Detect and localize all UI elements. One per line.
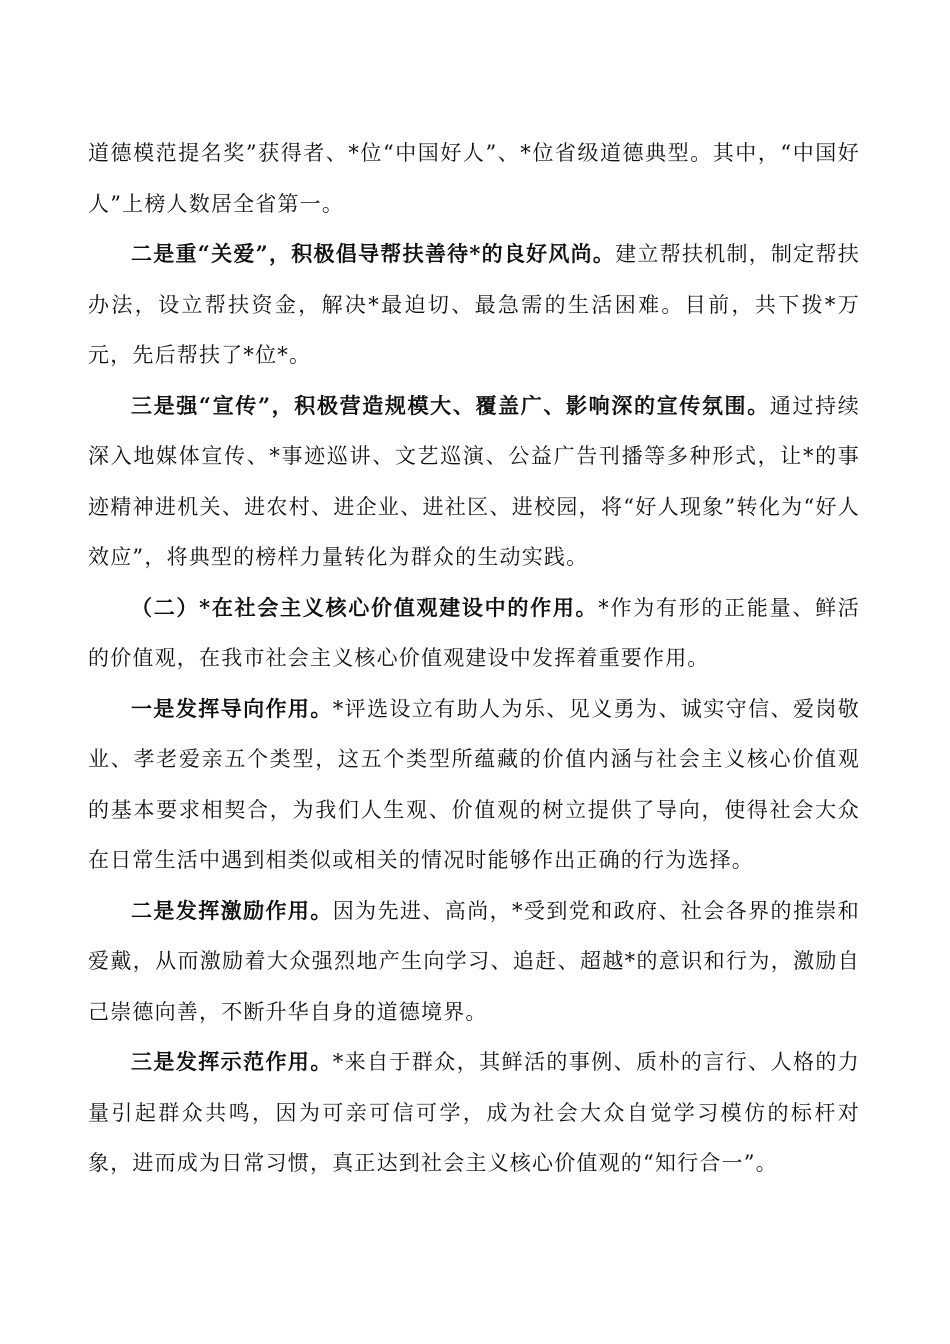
paragraph-lead: 三是强“宣传”，积极营造规模大、覆盖广、影响深的宣传氛围。 <box>131 392 770 418</box>
paragraph-lead: 一是发挥导向作用。 <box>131 695 333 721</box>
paragraph-lead: 二是重“关爱”，积极倡导帮扶善待*的良好风尚。 <box>131 241 616 266</box>
paragraph-publicity <box>88 381 860 583</box>
section-heading: （二）*在社会主义核心价值观建设中的作用。 <box>131 594 599 620</box>
paragraph-text: *作为有形的正能量、鲜活的价值观，在我市社会主义核心价值观建设中发挥着重要作用。 <box>88 595 860 670</box>
document-body <box>88 128 860 1189</box>
paragraph-text: 建立帮扶机制，制定帮扶办法，设立帮扶资金，解决*最迫切、最急需的生活困难。目前，共下拨*万元，先后帮扶了*位*。 <box>88 242 860 367</box>
paragraph-text: 道德模范提名奖”获得者、*位“中国好人”、*位省级道德典型。其中，“中国好人”上榜人数居全省第一。 <box>88 141 860 216</box>
paragraph-lead: 二是发挥激励作用。 <box>131 897 333 923</box>
paragraph-lead: 三是发挥示范作用。 <box>131 1049 333 1074</box>
paragraph-text: *来自于群众，其鲜活的事例、质朴的言行、人格的力量引起群众共鸣，因为可亲可信可学，成为社会大众自觉学习模仿的标杆对象，进而成为日常习惯，真正达到社会主义核心价值观的“知行合一”。 <box>88 1050 860 1175</box>
paragraph-text: 通过持续深入地媒体宣传、*事迹巡讲、文艺巡演、公益广告刊播等多种形式，让*的事迹精神进机关、进农村、进企业、进社区、进校园，将“好人现象”转化为“好人效应”，将典型的榜样力量转化为群众的生动实践。 <box>88 393 860 569</box>
paragraph-demonstration <box>88 1037 860 1189</box>
paragraph-continuation <box>88 128 860 229</box>
paragraph-text: *评选设立有助人为乐、见义勇为、诚实守信、爱岗敬业、孝老爱亲五个类型，这五个类型所蕴藏的价值内涵与社会主义核心价值观的基本要求相契合，为我们人生观、价值观的树立提供了导向，使得社会大众在日常生活中遇到相类似或相关的情况时能够作出正确的行为选择。 <box>88 696 860 872</box>
paragraph-section-two <box>88 583 860 684</box>
paragraph-text: 因为先进、高尚，*受到党和政府、社会各界的推崇和爱戴，从而激励着大众强烈地产生向学习、追赶、超越*的意识和行为，激励自己崇德向善，不断升华自身的道德境界。 <box>88 898 860 1024</box>
paragraph-incentive <box>88 886 860 1038</box>
paragraph-care <box>88 229 860 381</box>
paragraph-guidance <box>88 684 860 886</box>
